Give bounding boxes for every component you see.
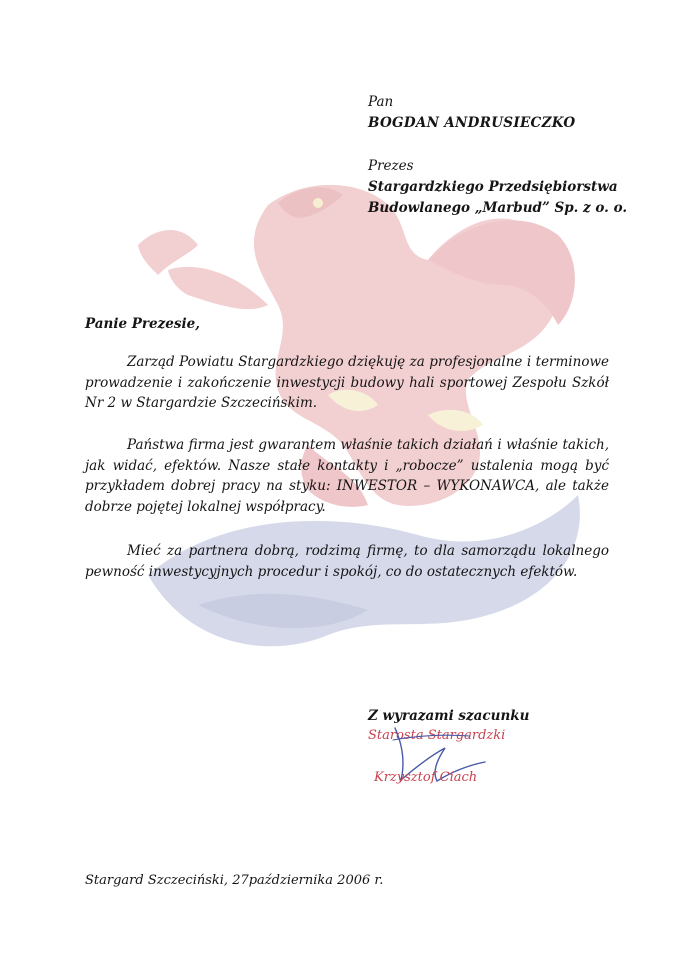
signatory-name: Krzysztof Ciach [374,770,478,785]
addressee-prefix: Pan [368,94,394,110]
paragraph-text: Państwa firma jest gwarantem właśnie takich działań i właśnie takich, jak widać, efektów. Nasze stałe kontakty i „robocze” ustalenia mogą być przykładem dobrej pracy na styku: INWESTOR – WYKONAWCA, ale także dobrze pojętej lokalnej współpracy. [85,437,609,515]
salutation: Panie Prezesie, [85,316,200,332]
addressee-company-line2: Budowlanego „Marbud” Sp. z o. o. [368,200,628,216]
paragraph-text: Mieć za partnera dobrą, rodzimą firmę, to dla samorządu lokalnego pewność inwestycyjnych procedur i spokój, co do ostatecznych efektów. [85,543,609,580]
body-paragraph-2 [85,435,609,517]
signatory-title: Starosta Stargardzki [368,728,506,743]
addressee-title: Prezes [368,158,414,174]
addressee-company-line1: Stargardzkiego Przedsiębiorstwa [368,179,618,195]
body-paragraph-1 [85,352,609,414]
griffin-watermark [128,165,598,695]
place-and-date: Stargard Szczeciński, 27października 2006 r. [85,873,384,888]
closing-phrase: Z wyrazami szacunku [368,708,530,724]
addressee-block [368,92,627,219]
body-paragraph-3 [85,541,609,582]
addressee-name: BOGDAN ANDRUSIECZKO [368,115,576,131]
paragraph-text: Zarząd Powiatu Stargardzkiego dziękuję za profesjonalne i terminowe prowadzenie i zakończenie inwestycji budowy hali sportowej Zespołu Szkół Nr 2 w Stargardzie Szczecińskim. [85,354,609,411]
